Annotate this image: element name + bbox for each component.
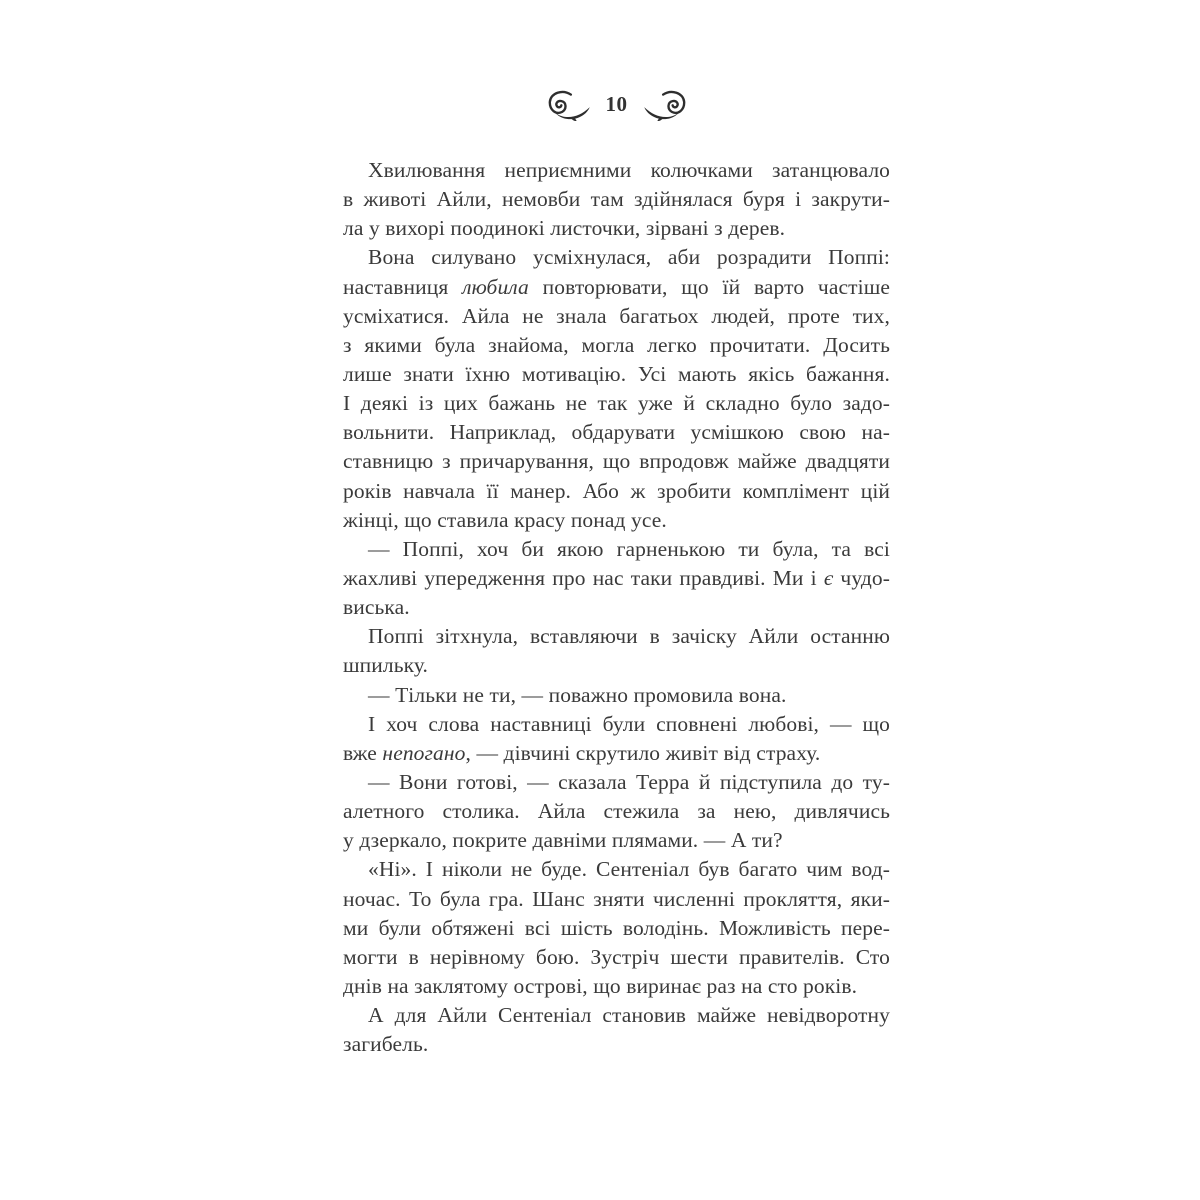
text-line: могти в нерівному бою. Зустріч шести правителів. Сто <box>343 944 890 969</box>
text-line: — Тільки не ти, — поважно промовила вона. <box>368 682 787 707</box>
text-line: в животі Айли, немовби там здійнялася буря і закрути- <box>343 187 890 212</box>
paragraph <box>343 243 890 534</box>
paragraph <box>343 681 890 710</box>
text-line: наставниця любила повторювати, що їй варто частіше <box>343 274 890 299</box>
paragraph <box>343 855 890 1001</box>
text-line: — Вони готові, — сказала Терра й підступила до ту- <box>368 769 890 794</box>
text-line: алетного столика. Айла стежила за нею, дивлячись <box>343 799 890 824</box>
text-line: років навчала її манер. Або ж зробити комплімент цій <box>343 478 890 503</box>
text-line: І хоч слова наставниці були сповнені любові, — що <box>368 711 890 736</box>
text-line: загибель. <box>343 1032 429 1057</box>
text-line: виська. <box>343 595 410 620</box>
text-line: А для Айли Сентеніал становив майже невідворотну <box>368 1003 890 1028</box>
text-column <box>343 156 890 1059</box>
text-line: вольнити. Наприклад, обдарувати усмішкою свою на- <box>343 420 890 445</box>
page-header <box>343 86 890 124</box>
text-line: Поппі зітхнула, вставляючи в зачіску Айли останню <box>368 624 890 649</box>
text-line: ми були обтяжені всі шість володінь. Можливість пере- <box>343 915 890 940</box>
text-line: жінці, що ставила красу понад усе. <box>343 507 667 532</box>
paragraph <box>343 156 890 243</box>
paragraph <box>343 1001 890 1059</box>
text-line: жахливі упередження про нас таки правдиві. Ми і є чудо- <box>343 565 890 590</box>
text-line: Хвилювання неприємними колючками затанцювало <box>368 158 890 182</box>
text-line: ночас. То була гра. Шанс зняти численні прокляття, яки- <box>343 886 890 911</box>
text-line: Вона силувано усміхнулася, аби розрадити Поппі: <box>368 245 890 270</box>
swirl-flourish-right-icon <box>642 90 688 121</box>
text-line: з якими була знайома, могла легко прочитати. Досить <box>343 332 890 357</box>
text-line: у дзеркало, покрите давніми плямами. — А ти? <box>343 828 783 853</box>
text-line: І деякі із цих бажань не так уже й складно було задо- <box>343 391 890 416</box>
paragraph <box>343 622 890 680</box>
page-number: 10 <box>605 91 628 116</box>
text-line: «Ні». І ніколи не буде. Сентеніал був багато чим вод- <box>368 857 890 882</box>
paragraph <box>343 535 890 622</box>
swirl-flourish-left-icon <box>546 90 592 121</box>
text-line: ставницю з причарування, що впродовж майже двадцяти <box>343 449 890 474</box>
text-line: усміхатися. Айла не знала багатьох людей, проте тих, <box>343 303 890 328</box>
text-line: шпильку. <box>343 653 429 678</box>
text-line: — Поппі, хоч би якою гарненькою ти була, та всі <box>368 536 890 561</box>
text-line: вже непогано, — дівчині скрутило живіт від страху. <box>343 740 821 765</box>
text-line: лише знати їхню мотивацію. Усі мають якісь бажання. <box>343 361 890 386</box>
paragraph <box>343 768 890 855</box>
text-line: днів на заклятому острові, що виринає раз на сто років. <box>343 973 858 998</box>
text-line: ла у вихорі поодинокі листочки, зірвані з дерев. <box>343 216 786 241</box>
paragraph <box>343 710 890 768</box>
